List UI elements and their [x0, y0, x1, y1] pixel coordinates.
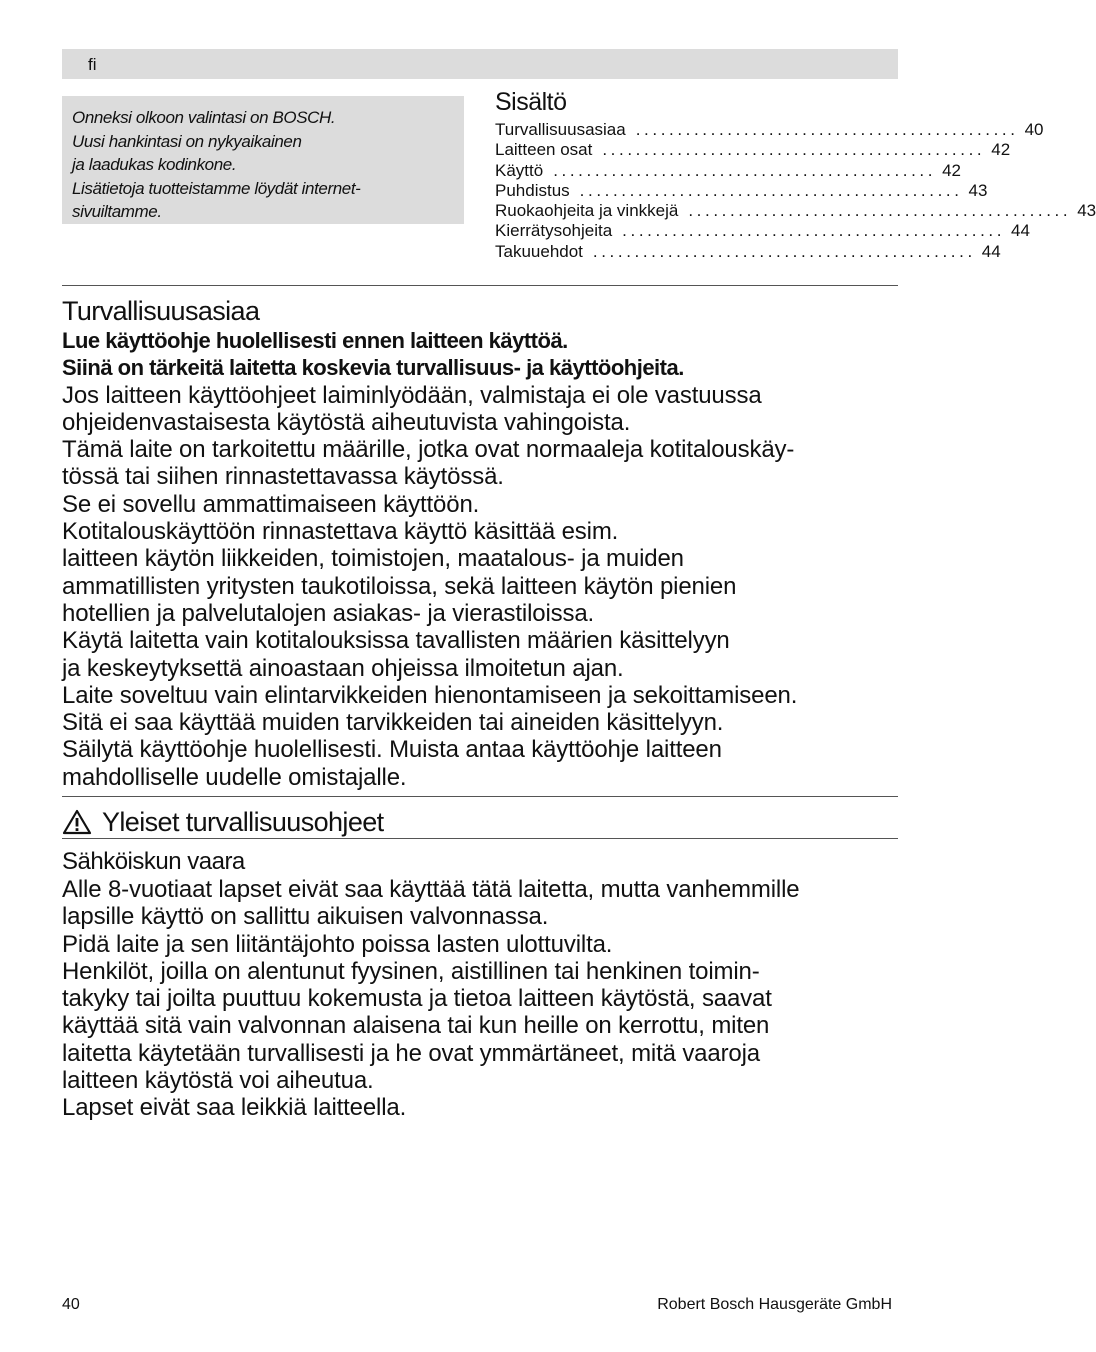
safety-lead-line: Lue käyttöohje huolellisesti ennen laitteen käyttöä.	[62, 328, 568, 353]
safety-section	[62, 296, 902, 791]
general-safety-title: Yleiset turvallisuusohjeet	[102, 807, 384, 837]
toc-entry-label: Turvallisuusasiaa	[495, 120, 626, 139]
section-divider	[62, 285, 898, 286]
section-divider	[62, 838, 898, 839]
toc-entry[interactable]	[495, 120, 1044, 140]
toc-entry-page: 43	[1077, 201, 1096, 221]
safety-body-line: mahdolliselle uudelle omistajalle.	[62, 763, 407, 791]
electric-body-line: takyky tai joilta puuttuu kokemusta ja tietoa laitteen käytöstä, saavat	[62, 985, 772, 1013]
general-safety-heading	[62, 806, 902, 838]
intro-line: ja laadukas kodinkone.	[72, 155, 237, 174]
page-number: 40	[62, 1296, 80, 1313]
electric-body-line: laitetta käytetään turvallisesti ja he ovat ymmärtäneet, mitä vaaroja	[62, 1039, 760, 1067]
toc-entry[interactable]	[495, 160, 961, 181]
toc-entry[interactable]	[495, 201, 1096, 221]
safety-body-line: Se ei sovellu ammattimaiseen käyttöön.	[62, 490, 480, 518]
electric-shock-title: Sähköiskun vaara	[62, 848, 245, 875]
electric-body-line: Alle 8-vuotiaat lapset eivät saa käyttää tätä laitetta, mutta vanhemmille	[62, 876, 800, 903]
company-name: Robert Bosch Hausgeräte GmbH	[657, 1296, 892, 1313]
toc-leader-dots: ..............................................	[553, 160, 937, 180]
electric-body-line: Lapset eivät saa leikkiä laitteella.	[62, 1094, 407, 1122]
toc-entry-page: 42	[991, 140, 1011, 160]
toc-entry-page: 43	[968, 180, 988, 200]
toc-entry-page: 44	[1011, 221, 1030, 241]
warning-triangle-icon	[62, 809, 92, 835]
toc-entry-label: Takuuehdot	[495, 241, 583, 261]
toc-entry-page: 44	[981, 241, 1001, 261]
intro-line: Lisätietoja tuotteistamme löydät internet-	[72, 178, 361, 198]
section-divider	[62, 796, 898, 797]
electric-body-line: lapsille käyttö on sallittu aikuisen valvonnassa.	[62, 903, 549, 931]
general-safety-header	[62, 806, 902, 838]
toc-entry[interactable]	[495, 221, 1030, 241]
safety-body-line: tössä tai siihen rinnastettavassa käytössä.	[62, 463, 504, 491]
safety-body-line: Kotitalouskäyttöön rinnastettava käyttö käsittää esim.	[62, 518, 619, 546]
toc-leader-dots: ..............................................	[622, 221, 1006, 241]
language-bar	[62, 49, 898, 79]
safety-body-line: hotellien ja palvelutalojen asiakas- ja vierastiloissa.	[62, 599, 595, 627]
toc-leader-dots: ..............................................	[592, 241, 976, 261]
toc-entry-label: Puhdistus	[495, 180, 570, 200]
toc-entry-label: Käyttö	[495, 160, 544, 180]
page-footer	[62, 1296, 892, 1314]
electric-body-line: Henkilöt, joilla on alentunut fyysinen, aistillinen tai henkinen toimin-	[62, 957, 760, 985]
language-code: fi	[88, 55, 97, 74]
intro-line: sivuiltamme.	[72, 202, 162, 221]
toc-entry-page: 40	[1024, 120, 1044, 139]
safety-body-line: Sitä ei saa käyttää muiden tarvikkeiden tai aineiden käsittelyyn.	[62, 709, 724, 737]
safety-body-line: Säilytä käyttöohje huolellisesti. Muista antaa käyttöohje laitteen	[62, 736, 722, 764]
intro-line: Onneksi olkoon valintasi on BOSCH.	[72, 108, 336, 127]
toc-entry[interactable]	[495, 241, 1001, 262]
table-of-contents	[495, 88, 1096, 262]
safety-body-line: Tämä laite on tarkoitettu määrille, jotka ovat normaaleja kotitalouskäy-	[62, 436, 795, 464]
safety-lead-line: Siinä on tärkeitä laitetta koskevia turvallisuus- ja käyttöohjeita.	[62, 355, 684, 381]
safety-body-line: ja keskeytyksettä ainoastaan ohjeissa ilmoitetun ajan.	[62, 654, 624, 682]
toc-leader-dots: ..............................................	[579, 180, 963, 200]
safety-body-line: ammatillisten yritysten taukotiloissa, sekä laitteen käytön pienien	[62, 572, 737, 600]
electric-shock-section	[62, 848, 902, 1122]
toc-entry-label: Ruokaohjeita ja vinkkejä	[495, 201, 679, 221]
safety-body-line: Laite soveltuu vain elintarvikkeiden hienontamiseen ja sekoittamiseen.	[62, 681, 798, 709]
toc-title: Sisältö	[495, 88, 567, 116]
toc-leader-dots: ..............................................	[635, 120, 1019, 139]
safety-body-line: ohjeidenvastaisesta käytöstä aiheutuvista vahingoista.	[62, 408, 631, 436]
safety-title: Turvallisuusasiaa	[62, 296, 260, 326]
toc-entry-label: Laitteen osat	[495, 140, 593, 160]
electric-body-line: Pidä laite ja sen liitäntäjohto poissa lasten ulottuvilta.	[62, 930, 613, 958]
intro-box	[62, 96, 464, 224]
safety-body-line: laitteen käytön liikkeiden, toimistojen, maatalous- ja muiden	[62, 545, 684, 573]
electric-body-line: laitteen käytöstä voi aiheutua.	[62, 1067, 374, 1095]
toc-entry[interactable]	[495, 180, 988, 201]
toc-leader-dots: ..............................................	[602, 140, 986, 160]
toc-leader-dots: ..............................................	[688, 201, 1072, 221]
safety-body-line: Jos laitteen käyttöohjeet laiminlyödään, valmistaja ei ole vastuussa	[62, 381, 762, 409]
toc-entry[interactable]	[495, 140, 1011, 160]
intro-line: Uusi hankintasi on nykyaikainen	[72, 131, 302, 151]
electric-body-line: käyttää sitä vain valvonnan alaisena tai kun heille on kerrottu, miten	[62, 1012, 770, 1040]
safety-body-line: Käytä laitetta vain kotitalouksissa tavallisten määrien käsittelyyn	[62, 627, 730, 655]
toc-entry-page: 42	[942, 160, 961, 180]
toc-entry-label: Kierrätysohjeita	[495, 221, 613, 241]
